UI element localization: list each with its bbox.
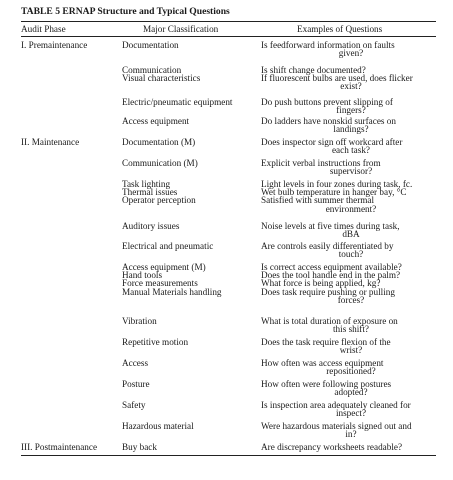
- question-line: repositioned?: [326, 366, 376, 377]
- question-cell: [261, 222, 441, 238]
- question-cell: [261, 359, 441, 375]
- question-cell: [261, 422, 441, 438]
- question-line: supervisor?: [329, 166, 373, 177]
- question-cell: [261, 138, 441, 154]
- major-classification-cell: [122, 222, 260, 230]
- question-cell: [261, 159, 441, 175]
- classification-line: Repetitive motion: [122, 337, 189, 347]
- question-line: in?: [345, 429, 357, 440]
- major-classification-cell: [122, 443, 260, 451]
- classification-line: Task lighting: [122, 179, 171, 189]
- classification-line: Auditory issues: [122, 221, 180, 231]
- question-line: dBA: [342, 229, 360, 240]
- classification-line: Hand tools: [122, 270, 163, 281]
- question-line: How often was access equipment: [261, 358, 384, 368]
- question-line: What force is being applied, kg?: [261, 278, 381, 289]
- classification-line: Access equipment: [122, 116, 190, 126]
- major-classification-cell: [122, 401, 260, 409]
- major-classification-cell: [122, 242, 260, 250]
- question-cell: [261, 317, 441, 333]
- classification-line: Safety: [122, 400, 146, 410]
- audit-phase-cell: I. Premaintenance: [21, 40, 88, 50]
- audit-phase-cell: III. Postmaintenance: [21, 442, 98, 452]
- question-cell: [261, 443, 441, 451]
- question-line: Wet bulb temperature in hanger bay, °C: [261, 187, 407, 198]
- classification-line: Buy back: [122, 442, 157, 452]
- header-audit-phase: Audit Phase: [21, 24, 66, 34]
- question-line: Is correct access equipment available?: [261, 262, 402, 272]
- major-classification-cell: [122, 380, 260, 388]
- question-line: Satisfied with summer thermal: [261, 195, 375, 206]
- classification-line: Vibration: [122, 316, 157, 326]
- classification-line: Documentation: [122, 40, 179, 50]
- question-line: inspect?: [335, 408, 367, 419]
- classification-line: Posture: [122, 379, 150, 389]
- question-cell: [261, 66, 441, 91]
- classification-line: Access equipment (M): [122, 262, 206, 272]
- question-line: Does the tool handle end in the palm?: [261, 270, 401, 281]
- question-cell: [261, 263, 441, 304]
- classification-line: Electrical and pneumatic: [122, 241, 214, 251]
- question-line: If fluorescent bulbs are used, does flicker: [261, 73, 413, 84]
- question-line: environment?: [325, 203, 377, 214]
- question-line: Were hazardous materials signed out and: [261, 421, 412, 431]
- classification-line: Communication: [122, 65, 182, 75]
- question-line: What is total duration of exposure on: [261, 316, 398, 326]
- header-rule: [21, 36, 436, 37]
- major-classification-cell: [122, 317, 260, 325]
- question-line: Do ladders have nonskid surfaces on: [261, 116, 396, 126]
- classification-line: Operator perception: [122, 195, 196, 206]
- classification-line: Force measurements: [122, 278, 198, 289]
- question-line: this shift?: [333, 324, 369, 335]
- classification-line: Manual Materials handling: [122, 286, 222, 297]
- question-line: Is shift change documented?: [261, 65, 366, 75]
- classification-line: Visual characteristics: [122, 73, 201, 84]
- question-cell: [261, 401, 441, 417]
- classification-line: Hazardous material: [122, 421, 194, 431]
- question-line: Light levels in four zones during task, fc.: [261, 179, 413, 189]
- question-line: each task?: [331, 145, 370, 156]
- question-line: forces?: [337, 294, 365, 305]
- major-classification-cell: [122, 41, 260, 49]
- header-examples-of-questions: Examples of Questions: [297, 24, 383, 34]
- question-line: Do push buttons prevent slipping of: [261, 97, 393, 107]
- question-line: Does inspector sign off workcard after: [261, 137, 403, 147]
- top-rule: [21, 21, 436, 22]
- question-line: Noise levels at five times during task,: [261, 221, 400, 231]
- question-line: Is inspection area adequately cleaned for: [261, 400, 411, 410]
- question-line: adopted?: [334, 387, 368, 398]
- question-cell: [261, 180, 441, 213]
- question-cell: [261, 41, 441, 57]
- question-line: touch?: [338, 249, 364, 260]
- major-classification-cell: [122, 263, 260, 296]
- audit-phase-cell: II. Maintenance: [21, 137, 80, 147]
- question-line: Are discrepancy worksheets readable?: [261, 442, 403, 452]
- question-line: wrist?: [339, 345, 363, 356]
- major-classification-cell: [122, 159, 260, 167]
- question-cell: [261, 98, 441, 114]
- classification-line: Electric/pneumatic equipment: [122, 97, 233, 107]
- major-classification-cell: [122, 422, 260, 430]
- question-cell: [261, 380, 441, 396]
- question-line: How often were following postures: [261, 379, 392, 389]
- question-cell: [261, 117, 441, 133]
- header-major-classification: Major Classification: [143, 24, 219, 34]
- question-cell: [261, 242, 441, 258]
- bottom-rule: [21, 455, 436, 456]
- major-classification-cell: [122, 117, 260, 125]
- table-title: TABLE 5 ERNAP Structure and Typical Questions: [21, 6, 230, 17]
- classification-line: Documentation (M): [122, 137, 196, 147]
- question-line: exist?: [340, 81, 362, 92]
- major-classification-cell: [122, 98, 260, 106]
- question-line: Does the task require flexion of the: [261, 337, 391, 347]
- major-classification-cell: [122, 359, 260, 367]
- question-line: landings?: [333, 124, 369, 135]
- question-line: Does task require pushing or pulling: [261, 286, 395, 297]
- classification-line: Communication (M): [122, 158, 198, 168]
- major-classification-cell: [122, 138, 260, 146]
- question-line: given?: [338, 48, 364, 59]
- question-cell: [261, 338, 441, 354]
- major-classification-cell: [122, 66, 260, 82]
- question-line: Is feedforward information on faults: [261, 40, 395, 50]
- question-line: fingers?: [336, 105, 366, 116]
- question-line: Explicit verbal instructions from: [261, 158, 381, 168]
- major-classification-cell: [122, 338, 260, 346]
- major-classification-cell: [122, 180, 260, 205]
- classification-line: Thermal issues: [122, 187, 178, 198]
- question-line: Are controls easily differentiated by: [261, 241, 394, 251]
- classification-line: Access: [122, 358, 149, 368]
